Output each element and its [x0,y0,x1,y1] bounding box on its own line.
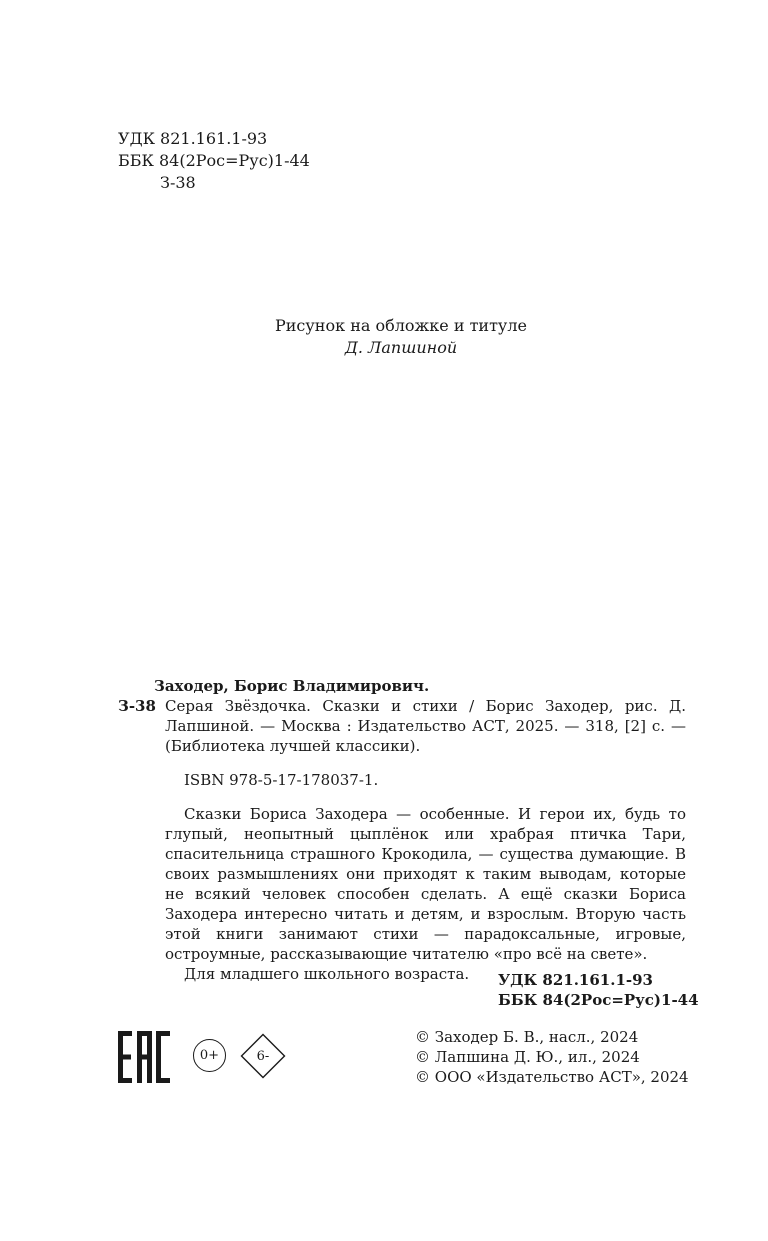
author-mark: З-38 [160,173,196,192]
age-note: Для младшего школьного возраста. [184,965,470,983]
bottom-udk-code: УДК 821.161.1-93 [498,971,653,989]
copyright-block [415,1027,689,1087]
description-row [118,696,686,756]
top-classification-codes [118,128,310,194]
copyright-line: © Заходер Б. В., насл., 2024 [415,1028,639,1046]
bottom-bbk-code: ББК 84(2Рос=Рус)1-44 [498,991,699,1009]
illustrator-name: Д. Лапшиной [344,338,458,357]
copyright-line: © Лапшина Д. Ю., ил., 2024 [415,1048,640,1066]
copyright-line: © ООО «Издательство АСТ», 2024 [415,1068,689,1086]
bbk-code: ББК 84(2Рос=Рус)1-44 [118,151,310,170]
illustration-credit [0,315,768,359]
bottom-classification-codes [498,970,699,1010]
udk-code: УДК 821.161.1-93 [118,129,268,148]
annotation: Сказки Бориса Заходера — особенные. И герои их, будь то глупый, неопытный цыплёнок или храбрая птичка Тари, спасительница страшного Крокодила, — существа думающие. В своих размышлениях они приходят к таким выводам, которые не всякий человек способен сделать. А ещё сказки Бориса Заходера интересно читать и детям, и взрослым. Вторую часть этой книги занимают стихи — парадоксальные, игровые, остроумные, рассказывающие читателю «про всё на свете». [165,805,686,963]
record-author-mark: З-38 [118,697,156,715]
author-heading: Заходер, Борис Владимирович. [154,677,430,695]
age-rating-diamond-label: 6- [256,1048,270,1064]
bibliographic-record [118,676,686,984]
bibliographic-description: Серая Звёздочка. Сказки и стихи / Борис Заходер, рис. Д. Лапшиной. — Москва : Издательство АСТ, 2025. — 318, [2] с. — (Библиотека лучшей классики). [165,697,686,755]
age-rating-badge: 0+ [193,1039,226,1072]
eac-logo-icon [118,1031,170,1083]
illustration-credit-line1: Рисунок на обложке и титуле [275,316,527,335]
isbn: ISBN 978-5-17-178037-1. [184,771,379,789]
